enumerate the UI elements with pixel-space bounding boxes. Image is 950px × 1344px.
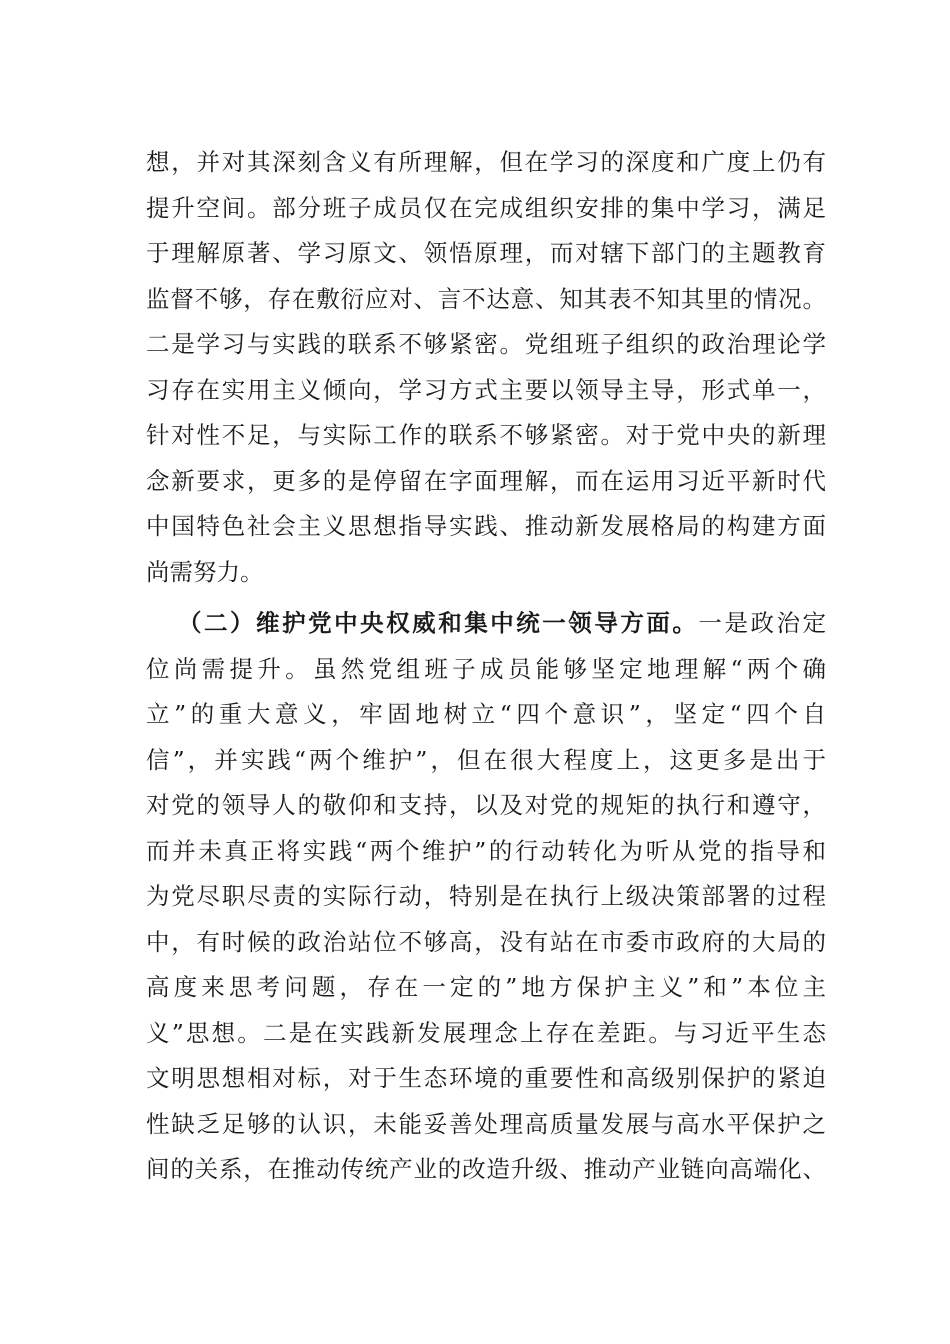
text-line: 位尚需提升。虽然党组班子成员能够坚定地理解“两个确 — [146, 654, 826, 683]
text-line: 针对性不足，与实际工作的联系不够紧密。对于党中央的新理 — [146, 421, 826, 449]
text-line: 中，有时候的政治站位不够高，没有站在市委市政府的大局的 — [146, 927, 826, 956]
text-line: 而并未真正将实践“两个维护”的行动转化为听从党的指导和 — [146, 836, 826, 865]
text-line: 义”思想。二是在实践新发展理念上存在差距。与习近平生态 — [146, 1018, 826, 1047]
text-line: 立”的重大意义，牢固地树立“四个意识”，坚定“四个自 — [146, 700, 826, 728]
text-line: 对党的领导人的敬仰和支持，以及对党的规矩的执行和遵守， — [146, 791, 826, 819]
text-line: 监督不够，存在敷衍应对、言不达意、知其表不知其里的情况。 — [146, 284, 826, 313]
text-line: 尚需努力。 — [146, 557, 264, 586]
text-line: 于理解原著、学习原文、领悟原理，而对辖下部门的主题教育 — [146, 239, 826, 267]
heading-continuation: 一是政治定 — [698, 609, 827, 637]
paragraph-2 — [146, 601, 826, 1193]
paragraph-1 — [146, 140, 826, 595]
text-line: 想，并对其深刻含义有所理解，但在学习的深度和广度上仍有 — [146, 148, 826, 176]
text-line: 中国特色社会主义思想指导实践、推动新发展格局的构建方面 — [146, 512, 826, 540]
text-line: 高度来思考问题，存在一定的”地方保护主义”和”本位主 — [146, 973, 826, 1001]
section-heading: （二）维护党中央权威和集中统一领导方面。 — [178, 609, 699, 637]
text-line: 念新要求，更多的是停留在字面理解，而在运用习近平新时代 — [146, 466, 826, 495]
text-line: 信”，并实践“两个维护”，但在很大程度上，这更多是出于 — [146, 745, 826, 774]
text-line: 文明思想相对标，对于生态环境的重要性和高级别保护的紧迫 — [146, 1064, 826, 1092]
text-line: 习存在实用主义倾向，学习方式主要以领导主导，形式单一， — [146, 375, 826, 404]
text-line: 提升空间。部分班子成员仅在完成组织安排的集中学习，满足 — [146, 193, 826, 222]
text-line: 性缺乏足够的认识，未能妥善处理高质量发展与高水平保护之 — [146, 1109, 826, 1138]
text-line: 为党尽职尽责的实际行动，特别是在执行上级决策部署的过程 — [146, 882, 826, 910]
text-line: 间的关系，在推动传统产业的改造升级、推动产业链向高端化、 — [146, 1155, 826, 1183]
paragraph-first-line — [146, 601, 826, 647]
document-body — [146, 140, 826, 1193]
text-line: 二是学习与实践的联系不够紧密。党组班子组织的政治理论学 — [146, 330, 826, 358]
